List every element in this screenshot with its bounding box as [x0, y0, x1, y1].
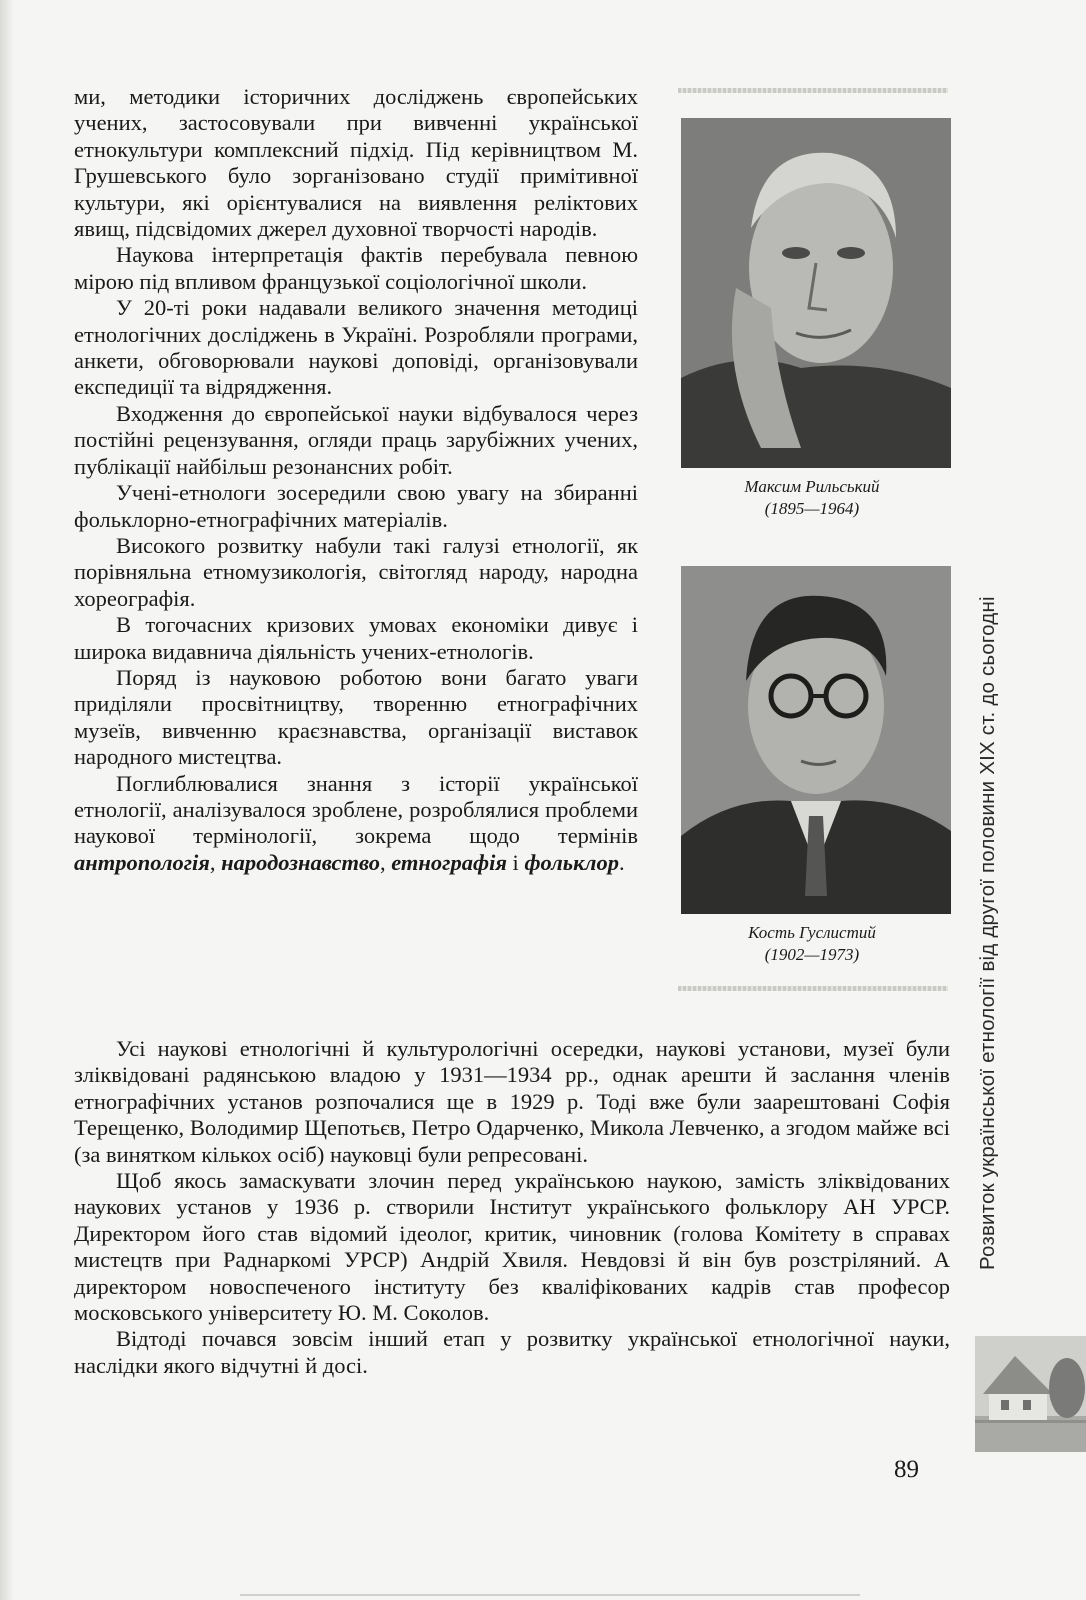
section-thumb-image	[975, 1336, 1086, 1452]
running-title: Розвиток української етнології від другої половини XIX ст. до сьогодні	[976, 596, 999, 1270]
portrait-photo-rylsky	[681, 118, 951, 468]
paragraph: Учені-етнологи зосередили свою увагу на збиранні фольклорно-етнографічних матеріалів.	[74, 480, 638, 532]
term-folklore: фольклор	[524, 849, 619, 875]
paragraph: Входження до європейської науки відбувалося через постійні рецензування, огляди праць зарубіжних учених, публікації найбільш резонансних робіт.	[74, 400, 638, 479]
paragraph: У 20-ті роки надавали великого значення методиці етнологічних досліджень в Україні. Розробляли програми, анкети, обговорювали наукові доповіді, організовували експедиції та відрядження.	[74, 295, 638, 400]
paragraph: Відтоді почався зовсім інший етап у розвитку української етнологічної науки, наслідки якого відчутні й досі.	[74, 1326, 950, 1378]
bottom-decorative-rule	[678, 986, 948, 991]
terms-lead: Поглиблювалися знання з історії української етнології, аналізувалося зроблене, розроблялися проблеми наукової термінології, зокрема щодо термінів	[74, 770, 638, 849]
caption-huslysty	[681, 922, 943, 966]
caption-years: (1902—1973)	[764, 945, 860, 964]
portrait-photo-huslysty	[681, 566, 951, 914]
bottom-edge-line	[240, 1594, 860, 1596]
paragraph: Високого розвитку набули такі галузі етнології, як порівняльна етномузикологія, світогляд народу, народна хореографія.	[74, 532, 638, 611]
paragraph: Усі наукові етнологічні й культурологічні осередки, наукові установи, музеї були зліквідовані радянською владою у 1931—1934 рр., однак арешти й заслання членів етнографічних установ розпочалися ще в 1929 р. Тоді вже були заарештовані Софія Терещенко, Володимир Щепотьєв, Петро Одарченко, Микола Левченко, а згодом майже всі (за винятком кількох осіб) науковці були репресовані.	[74, 1036, 950, 1167]
page-number: 89	[894, 1456, 919, 1483]
terms-paragraph	[74, 771, 638, 877]
caption-years: (1895—1964)	[764, 499, 860, 518]
term-ethnography: етнографія	[391, 849, 507, 875]
top-decorative-rule	[678, 88, 948, 93]
paragraph: ми, методики історичних досліджень європейських учених, застосовували при вивченні української етнокультури комплексний підхід. Під керівництвом М. Грушевського було зорганізовано студії примітивної культури, які орієнтувалися на виявлення реліктових явищ, підсвідомих джерел духовної творчості народів.	[74, 84, 638, 242]
full-width-text	[74, 1036, 950, 1379]
caption-name: Максим Рильський	[744, 477, 880, 496]
left-text-column	[74, 84, 638, 876]
caption-rylsky	[681, 476, 943, 520]
paragraph: Наукова інтерпретація фактів перебувала певною мірою під впливом французької соціологічної школи.	[74, 242, 638, 294]
separator: ,	[379, 849, 392, 875]
page-edge-shadow	[0, 0, 14, 1600]
paragraph: В тогочасних кризових умовах економіки дивує і широка видавнича діяльність учених-етнологів.	[74, 612, 638, 664]
term-folk-studies: народознавство	[221, 849, 380, 875]
caption-name: Кость Гуслистий	[748, 923, 876, 942]
term-anthropology: антропологія	[74, 849, 210, 875]
paragraph: Щоб якось замаскувати злочин перед українською наукою, замість зліквідованих наукових установ у 1936 р. створили Інститут українського фольклору АН УРСР. Директором його став відомий ідеолог, критик, чиновник (голова Комітету в справах мистецтв при Раднаркомі УРСР) Андрій Хвиля. Невдовзі й він був розстріляний. А директором новоспеченого інституту без кваліфікованих кадрів став професор московського університету Ю. М. Соколов.	[74, 1168, 950, 1326]
separator: і	[506, 849, 525, 875]
separator: ,	[209, 849, 222, 875]
paragraph: Поряд із науковою роботою вони багато уваги приділяли просвітництву, творенню етнографічних музеїв, вивченню краєзнавства, організації виставок народного мистецтва.	[74, 664, 638, 770]
separator: .	[618, 849, 625, 875]
